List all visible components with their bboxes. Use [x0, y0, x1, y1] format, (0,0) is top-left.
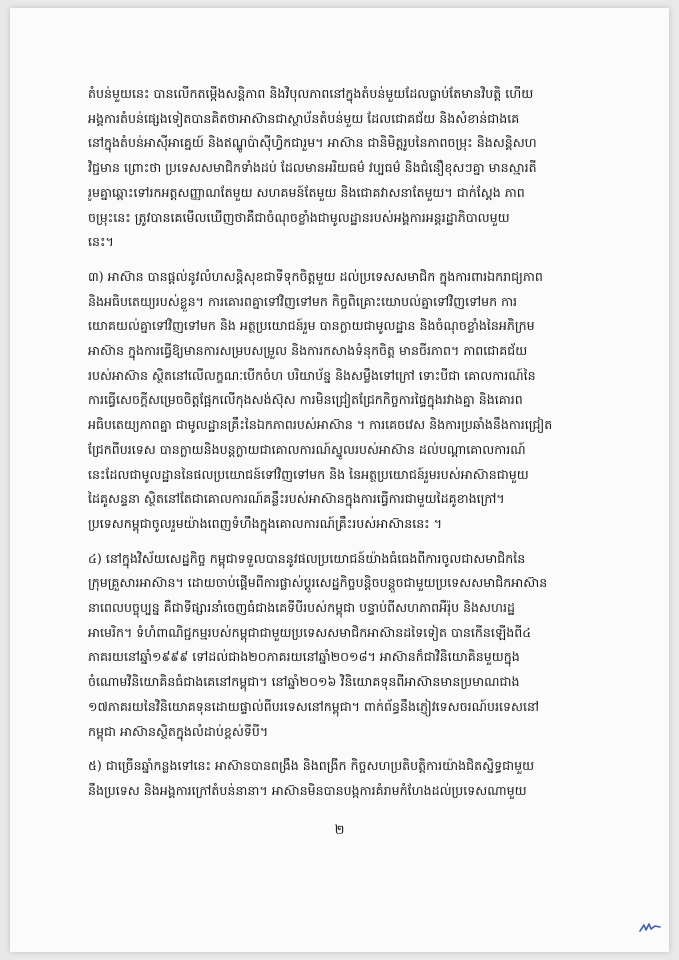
- text-line: អាមេរិក។ ទំហំពាណិជ្ជកម្មរបស់កម្ពុជាជាមួយប្រទេសសមាជិកអាស៊ានដទៃទៀត បានកើនឡើងពី៤: [88, 624, 532, 640]
- text-line: អង្គការតំបន់ផ្សេងទៀតបានគិតថាអាស៊ានជាស្ថាប័នតំបន់មួយ ដែលជោគជ័យ និងសំខាន់ជាងគេ: [88, 110, 520, 126]
- text-line: យោគយល់គ្នាទៅវិញទៅមក និង អត្ថប្រយោជន៍រួម បានក្លាយជាមូលដ្ឋាន និងចំណុចខ្លាំងនៃអភិក្រម: [88, 318, 535, 334]
- blue-ink-mark-icon: [639, 922, 661, 934]
- text-line: នៅក្នុងតំបន់អាស៊ីអាគ្នេយ៍ និងឥណ្ឌូប៉ាស៊ីហ្វិកជារួម។ អាស៊ាន ជានិមិត្តរូបនៃភាពចម្រុះ និងសន្តិសហ: [88, 135, 537, 151]
- document-body: [88, 82, 614, 814]
- text-line: កម្ពុជា អាស៊ានស្ថិតក្នុងលំដាប់ខ្ពស់ទីបី។: [88, 723, 269, 739]
- text-line: អាស៊ាន ក្នុងការធ្វើឱ្យមានការសម្របសម្រួល និងការកសាងទំនុកចិត្ត មានចីរភាព។ ភាពជោគជ័យ: [88, 343, 528, 359]
- paragraph-4: [88, 547, 614, 745]
- text-line: នេះ។: [88, 234, 114, 250]
- text-line: ៣) អាស៊ាន បានផ្តល់នូវលំហសន្តិសុខជាទីទុកចិត្តមួយ ដល់ប្រទេសសមាជិក ក្នុងការពារឯករាជ្យភាព: [88, 268, 543, 284]
- page-number: ២: [334, 823, 345, 838]
- text-line: នេះដែលជាមូលដ្ឋាននៃផលប្រយោជន៍ទៅវិញទៅមក និង នៃអត្ថប្រយោជន៍រួមរបស់អាស៊ានជាមួយ: [88, 466, 529, 482]
- text-line: វិជ្ជមាន ព្រោះថា ប្រទេសសមាជិកទាំងដប់ ដែលមានអរិយធម៌ វប្បធម៌ និងជំនឿខុសៗគ្នា មានស្មារតី: [88, 160, 537, 176]
- text-line: ក្រុមគ្រួសារអាស៊ាន។ ដោយចាប់ផ្តើមពីការផ្លាស់ប្តូរសេដ្ឋកិច្ចបន្តិចបន្តួចជាមួយប្រទេសសមាជិកអាស៊ាន: [88, 575, 548, 591]
- text-line: ១៧ភាគរយនៃវិនិយោគទុនដោយផ្ទាល់ពីបរទេសនៅកម្ពុជា។ ពាក់ព័ន្ធនឹងភ្ញៀវទេសចរណ៍បរទេសនៅ: [88, 698, 539, 714]
- text-line: ជ្រែកពីបរទេស បានក្លាយនិងបន្តក្លាយជាគោលការណ៍ស្នូលរបស់អាស៊ាន ដល់បណ្ដាគោលការណ៍: [88, 441, 526, 457]
- text-line: ចំណោមវិនិយោគិនធំជាងគេនៅកម្ពុជា។ នៅឆ្នាំ២០១៦ វិនិយោគទុនពីអាស៊ានមានប្រមាណជាង: [88, 674, 520, 690]
- text-line: របស់អាស៊ាន ស្ថិតនៅលើលក្ខណៈបើកចំហ បរិយាប័ន្ន និងសម្លឹងទៅក្រៅ ទោះបីជា គោលការណ៍នៃ: [88, 367, 536, 383]
- document-page: [10, 8, 669, 952]
- text-line: អធិបតេយ្យភាពគ្នា ជាមូលដ្ឋានគ្រឹះនៃឯកភាពរបស់អាស៊ាន ។ ការគេចវេស និងការប្រឆាំងនឹងការជ្រៀត: [88, 417, 553, 433]
- text-line: នឹងប្រទេស និងអង្គការក្រៅតំបន់នានា។ អាស៊ានមិនបានបង្កការគំរាមកំហែងដល់ប្រទេសណាមួយ: [88, 782, 527, 798]
- text-line: ប្រទេសកម្ពុជាចូលរួមយ៉ាងពេញទំហឹងក្នុងគោលការណ៍គ្រឹះរបស់អាស៊ាននេះ ។: [88, 515, 443, 531]
- paragraph-3: [88, 265, 614, 537]
- text-line: តំបន់មួយនេះ បានលើកតម្កើងសន្តិភាព និងវិបុលភាពនៅក្នុងតំបន់មួយដែលធ្លាប់តែមានវិបត្តិ ហើយ: [88, 86, 534, 101]
- text-line: រួមគ្នាឆ្ពោះទៅរកអត្តសញ្ញាណតែមួយ សហគមន៍តែមួយ និងជោគវាសនាតែមួយ។ ជាក់ស្តែង ភាព: [88, 184, 525, 200]
- text-line: និងអធិបតេយ្យរបស់ខ្លួន។ ការគោរពគ្នាទៅវិញទៅមក កិច្ចពិគ្រោះយោបល់គ្នាទៅវិញទៅមក ការ: [88, 293, 518, 309]
- text-line: ភាគរយនៅឆ្នាំ១៩៩៩ ទៅដល់ជាង២០ភាគរយនៅឆ្នាំ២០១៨។ អាស៊ានក៏ជាវិនិយោគិនមួយក្នុង: [88, 649, 520, 665]
- text-line: ៥) ជាច្រើនឆ្នាំកន្លងទៅនេះ អាស៊ានបានពង្រឹង និងពង្រីក កិច្ចសហប្រតិបត្តិការយ៉ាងជិតស្និទ្ធជាមួយ: [88, 758, 535, 774]
- paragraph-5: [88, 754, 614, 803]
- paragraph-continuation: [88, 82, 614, 255]
- text-line: ដៃគូសន្ទនា ស្ថិតនៅតែជាគោលការណ៍គន្លឹះរបស់អាស៊ានក្នុងការធ្វើការជាមួយដៃគូខាងក្រៅ។: [88, 491, 505, 507]
- text-line: ការធ្វើសេចក្តីសម្រេចចិត្តផ្អែកលើកុងសង់ស៊ុស ការមិនជ្រៀតជ្រែកកិច្ចការផ្ទៃក្នុងរវាងគ្នា និងគោរព: [88, 392, 523, 408]
- text-line: នាពេលបច្ចុប្បន្ន គឺជាទីផ្សារនាំចេញធំជាងគេទីបីរបស់កម្ពុជា បន្ទាប់ពីសហភាពអឺរ៉ុប និងសហរដ្ឋ: [88, 600, 516, 616]
- text-line: ចម្រុះនេះ ត្រូវបានគេមើលឃើញថាគឺជាចំណុចខ្លាំងជាមូលដ្ឋានរបស់អង្គការអន្តរដ្ឋាភិបាលមួយ: [88, 209, 510, 225]
- text-line: ៤) នៅក្នុងវិស័យសេដ្ឋកិច្ច កម្ពុជាទទួលបាននូវផលប្រយោជន៍យ៉ាងធំធេងពីការចូលជាសមាជិកនៃ: [88, 550, 526, 566]
